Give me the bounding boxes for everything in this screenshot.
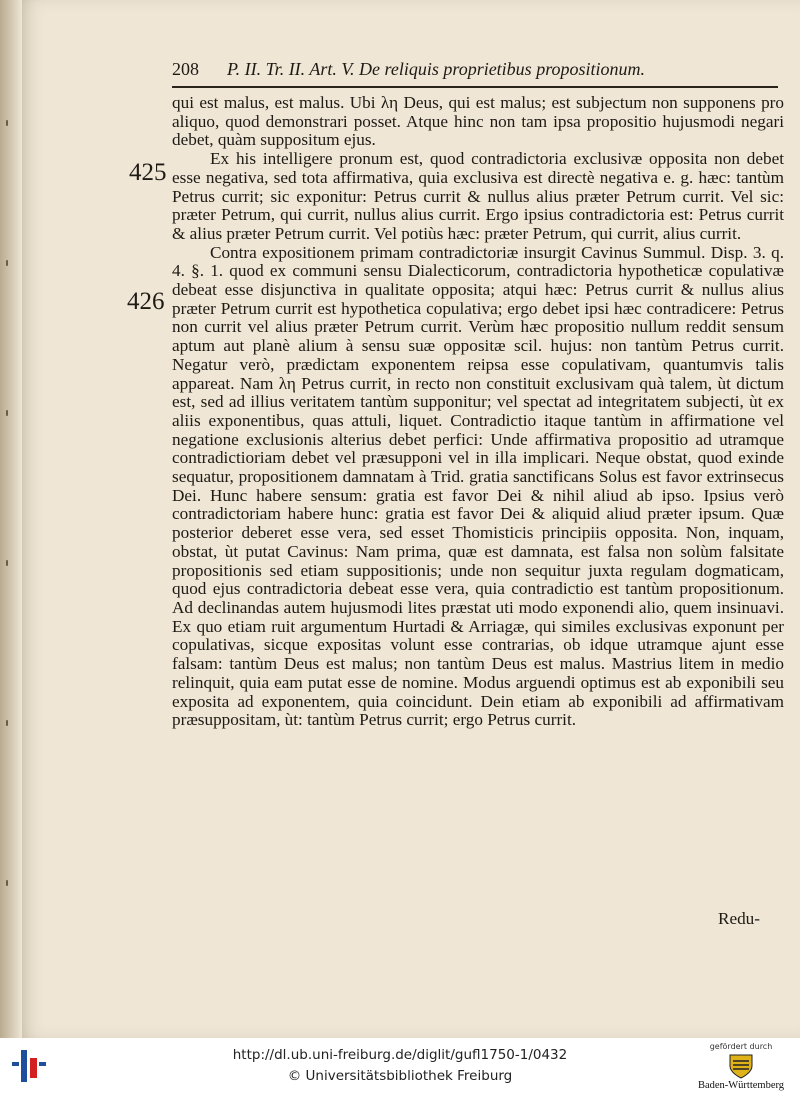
text-body [172, 94, 784, 730]
paragraph-425: Ex his intelligere pronum est, quod contradictoria exclusivæ opposita non debet esse negativa, sed tota affirmativa, quia exclusiva est directè negativa e. g. hæc: tantùm Petrus currit; sic exponitur: Petrus currit & nullus alius præter Petrum currit. Vel sic: præter Petrum, qui currit, nullus alius currit. Ergo ipsius contradictoria est: Petrus currit & alius præter Petrum currit. Vel potiùs hæc: præter Petrum, qui currit, alius currit. [172, 149, 784, 243]
page-number: 208 [172, 59, 199, 79]
margin-number-425: 425 [129, 159, 167, 186]
sponsor-block [686, 1042, 796, 1092]
paragraph-continued: qui est malus, est malus. Ubi λη Deus, qui est malus; est subjectum non supponens pro aliquo, quod demonstrari posset. Atque hinc non tam ipsa propositio hujusmodi negari debet, quàm suppositum ejus. [172, 93, 784, 150]
baden-wuerttemberg-crest-icon [727, 1053, 755, 1079]
permalink-url[interactable]: http://dl.ub.uni-freiburg.de/diglit/gufl1750-1/0432 [232, 1047, 568, 1063]
margin-number-426: 426 [127, 288, 165, 315]
copyright-text: © Universitätsbibliothek Freiburg [287, 1068, 513, 1084]
paragraph-426: Contra expositionem primam contradictoriæ insurgit Cavinus Summul. Disp. 3. q. 4. §. 1. quod ex communi sensu Dialecticorum, contradictoria hypotheticæ copulativæ debeat esse disjunctiva in qualitate opposita; atqui hæc: Petrus currit & nullus alius præter Petrum currit est hypothetica copulativa; ergo debet ipsi hæc contradicere: Petrus non currit vel alius præter Petrum currit. Verùm hæc propositio nullum reddit sensum aptum aut planè alium à sensu suæ oppositæ scil. hujus: non tantùm Petrus currit. Negatur verò, prædictam exponentem reipsa esse copulativam, quantumvis talis appareat. Nam λη Petrus currit, in recto non constituit exclusivam quà talem, ùt dictum est, sed ad illius veritatem tantùm supponitur; vel spectat ad integritatem subjecti, ùt ex aliis exponentibus, quas attuli, liquet. Contradictio itaque tantùm in affirmatione vel negatione exclusionis alterius debet perfici: Unde affirmativa propositio ad utramque contradictioriam debet vel præsupponi vel in illa implicari. Neque obstat, quod exinde sequatur, propositionem damnatam à Trid. gratia sanctificans Solus est favor extrinsecus Dei. Hunc habere sensum: gratia est favor Dei & nihil aliud ab ipso. Ipsius verò contradictoriam habere hunc: gratia est favor Dei & aliquid aliud præter ipsum. Quæ posterior deberet esse vera, sed esset Thomisticis principiis opposita. Non, inquam, obstat, ùt putat Cavinus: Nam prima, quæ est damnata, est falsa non solùm falsitate propositionis sed etiam suppositionis; unde non sequitur juxta regulam dogmaticam, quod ejus contradictoria debeat esse vera, quia contradictio est tantùm propositionum. Ad declinandas autem hujusmodi lites præstat uti modo exponendi alio, quem insinuavi. Ex quo etiam ruit argumentum Hurtadi & Arriagæ, qui similes exclusivas exponunt per copulativas, sicque expositas volunt esse contrarias, ob idque utramque ajunt esse falsam: tantùm Deus est malus; non tantùm Deus est malus. Mastrius litem in medio relinquit, quia eam putat esse de nomine. Modus arguendi optimus est ab exponibili seu exposita ad exponentem, quia coincidunt. Dein etiam ab exponibili ad affirmativam præsuppositam, ùt: tantùm Petrus currit; ergo Petrus currit. [172, 242, 784, 730]
viewer-footer [0, 1038, 800, 1094]
catchword: Redu- [718, 909, 761, 928]
running-header [172, 59, 790, 80]
header-rule [172, 86, 778, 88]
running-title: P. II. Tr. II. Art. V. De reliquis proprietibus propositionum. [227, 59, 646, 79]
sponsor-name: Baden-Württemberg [697, 1080, 785, 1091]
sponsor-note: gefördert durch [709, 1042, 773, 1051]
